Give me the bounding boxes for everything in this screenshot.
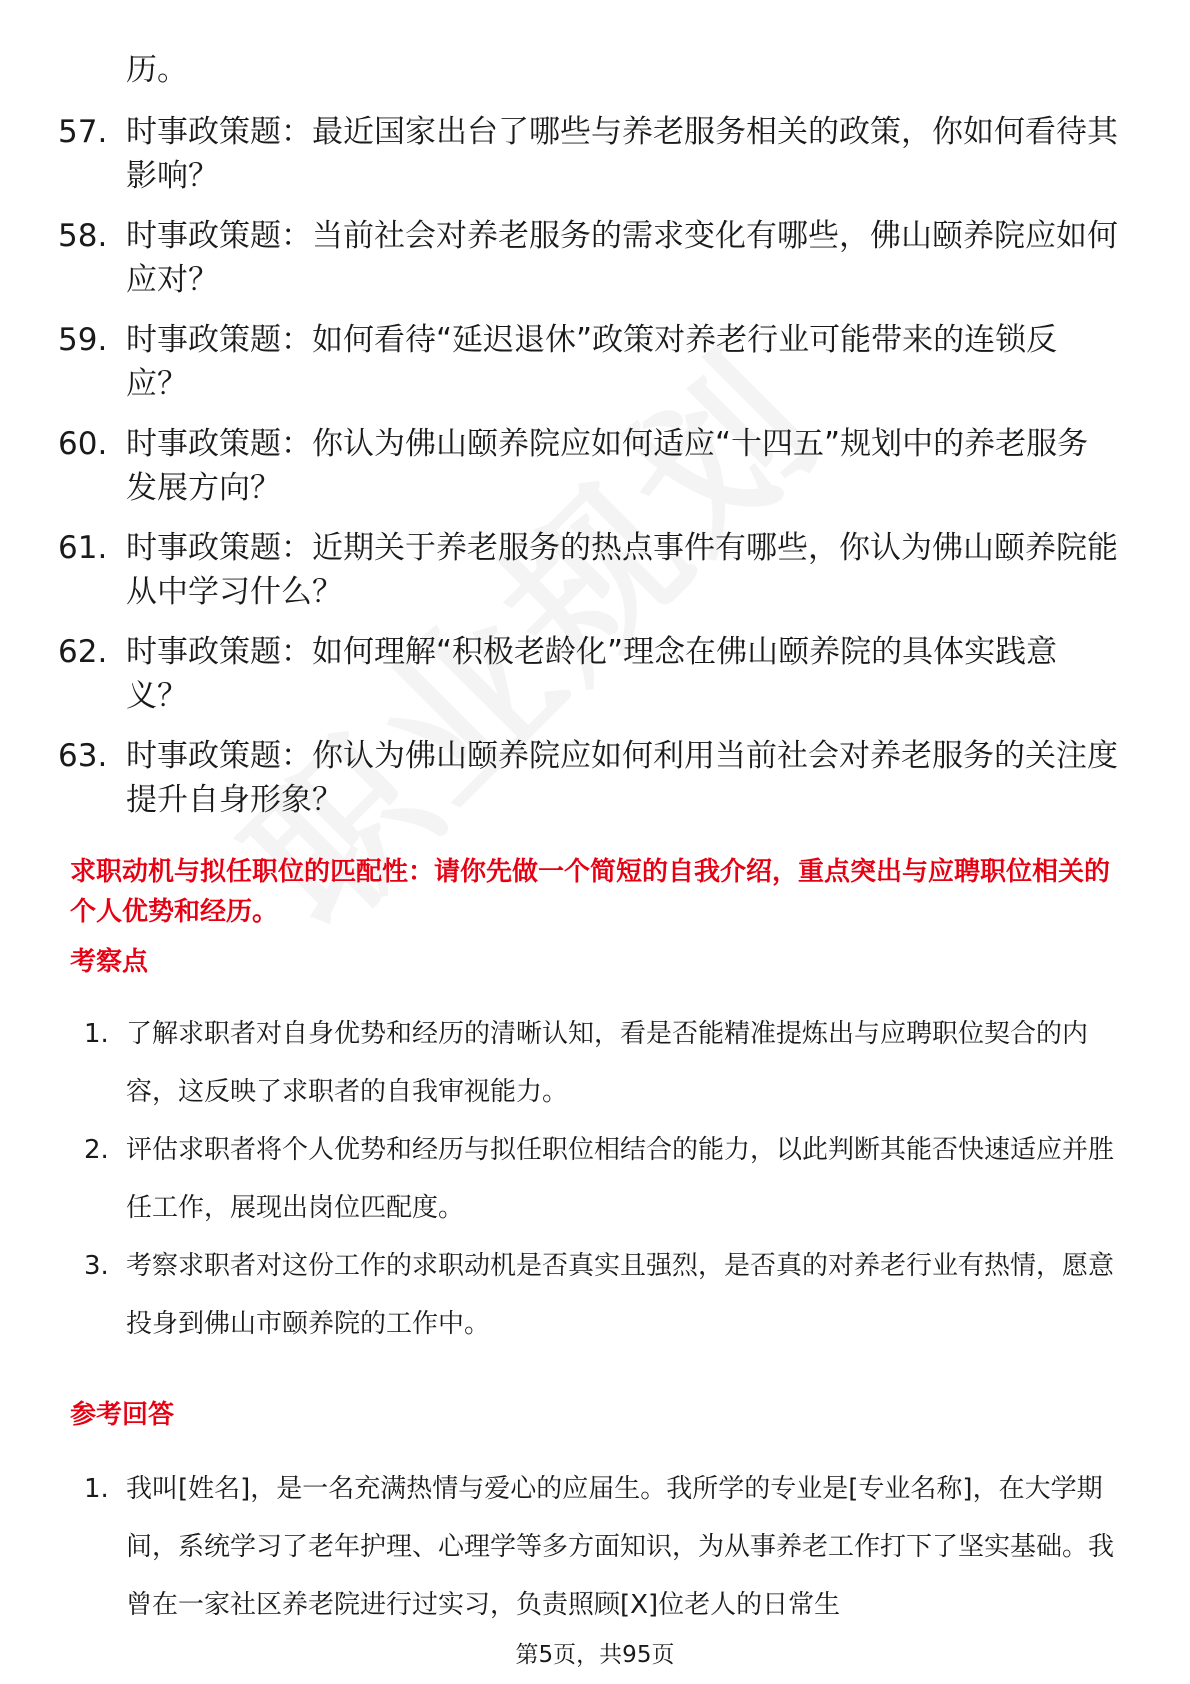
- page-footer: 第5页，共95页: [515, 1642, 675, 1668]
- item-text: 考察求职者对这份工作的求职动机是否真实且强烈，是否真的对养老行业有热情，愿意投身到佛山市颐养院的工作中。: [126, 1251, 1115, 1339]
- question-text: 时事政策题：你认为佛山颐养院应如何适应“十四五”规划中的养老服务发展方向？: [126, 426, 1089, 506]
- question-text: 时事政策题：最近国家出台了哪些与养老服务相关的政策，你如何看待其影响？: [126, 114, 1118, 194]
- item-number: 2.: [84, 1135, 109, 1165]
- list-item: [58, 734, 1118, 822]
- item-number: 1.: [84, 1019, 109, 1049]
- list-item: [58, 526, 1118, 614]
- item-number: 1.: [84, 1474, 109, 1504]
- list-item: [58, 214, 1118, 302]
- question-text: 时事政策题：如何看待“延迟退休”政策对养老行业可能带来的连锁反应？: [126, 322, 1058, 402]
- question-number: 60.: [58, 426, 108, 462]
- list-item: [84, 1005, 1120, 1121]
- continuation-text: 历。: [126, 52, 188, 88]
- question-list: [58, 110, 1118, 838]
- question-number: 61.: [58, 530, 108, 566]
- section-title: 求职动机与拟任职位的匹配性：请你先做一个简短的自我介绍，重点突出与应聘职位相关的个人优势和经历。: [70, 857, 1111, 927]
- question-text: 时事政策题：你认为佛山颐养院应如何利用当前社会对养老服务的关注度提升自身形象？: [126, 738, 1118, 818]
- list-item: [58, 318, 1118, 406]
- question-number: 62.: [58, 634, 108, 670]
- list-item: [58, 630, 1118, 718]
- list-item: [84, 1121, 1120, 1237]
- item-text: 我叫[姓名]，是一名充满热情与爱心的应届生。我所学的专业是[专业名称]，在大学期间，系统学习了老年护理、心理学等多方面知识，为从事养老工作打下了坚实基础。我曾在一家社区养老院进行过实习，负责照顾[X]位老人的日常生: [126, 1474, 1115, 1620]
- exam-points-label: 考察点: [70, 947, 149, 977]
- reference-answer-list: [84, 1460, 1120, 1634]
- item-text: 评估求职者将个人优势和经历与拟任职位相结合的能力，以此判断其能否快速适应并胜任工作，展现出岗位匹配度。: [126, 1135, 1115, 1223]
- list-item: [58, 422, 1118, 510]
- question-text: 时事政策题：当前社会对养老服务的需求变化有哪些，佛山颐养院应如何应对？: [126, 218, 1118, 298]
- list-item: [58, 110, 1118, 198]
- question-number: 59.: [58, 322, 108, 358]
- question-text: 时事政策题：近期关于养老服务的热点事件有哪些，你认为佛山颐养院能从中学习什么？: [126, 530, 1118, 610]
- question-number: 57.: [58, 114, 108, 150]
- reference-answer-label: 参考回答: [70, 1400, 175, 1430]
- item-number: 3.: [84, 1251, 109, 1281]
- list-item: [84, 1460, 1120, 1634]
- item-text: 了解求职者对自身优势和经历的清晰认知，看是否能精准提炼出与应聘职位契合的内容，这反映了求职者的自我审视能力。: [126, 1019, 1089, 1107]
- exam-points-list: [84, 1005, 1120, 1353]
- question-text: 时事政策题：如何理解“积极老龄化”理念在佛山颐养院的具体实践意义？: [126, 634, 1058, 714]
- list-item: [84, 1237, 1120, 1353]
- question-number: 58.: [58, 218, 108, 254]
- question-number: 63.: [58, 738, 108, 774]
